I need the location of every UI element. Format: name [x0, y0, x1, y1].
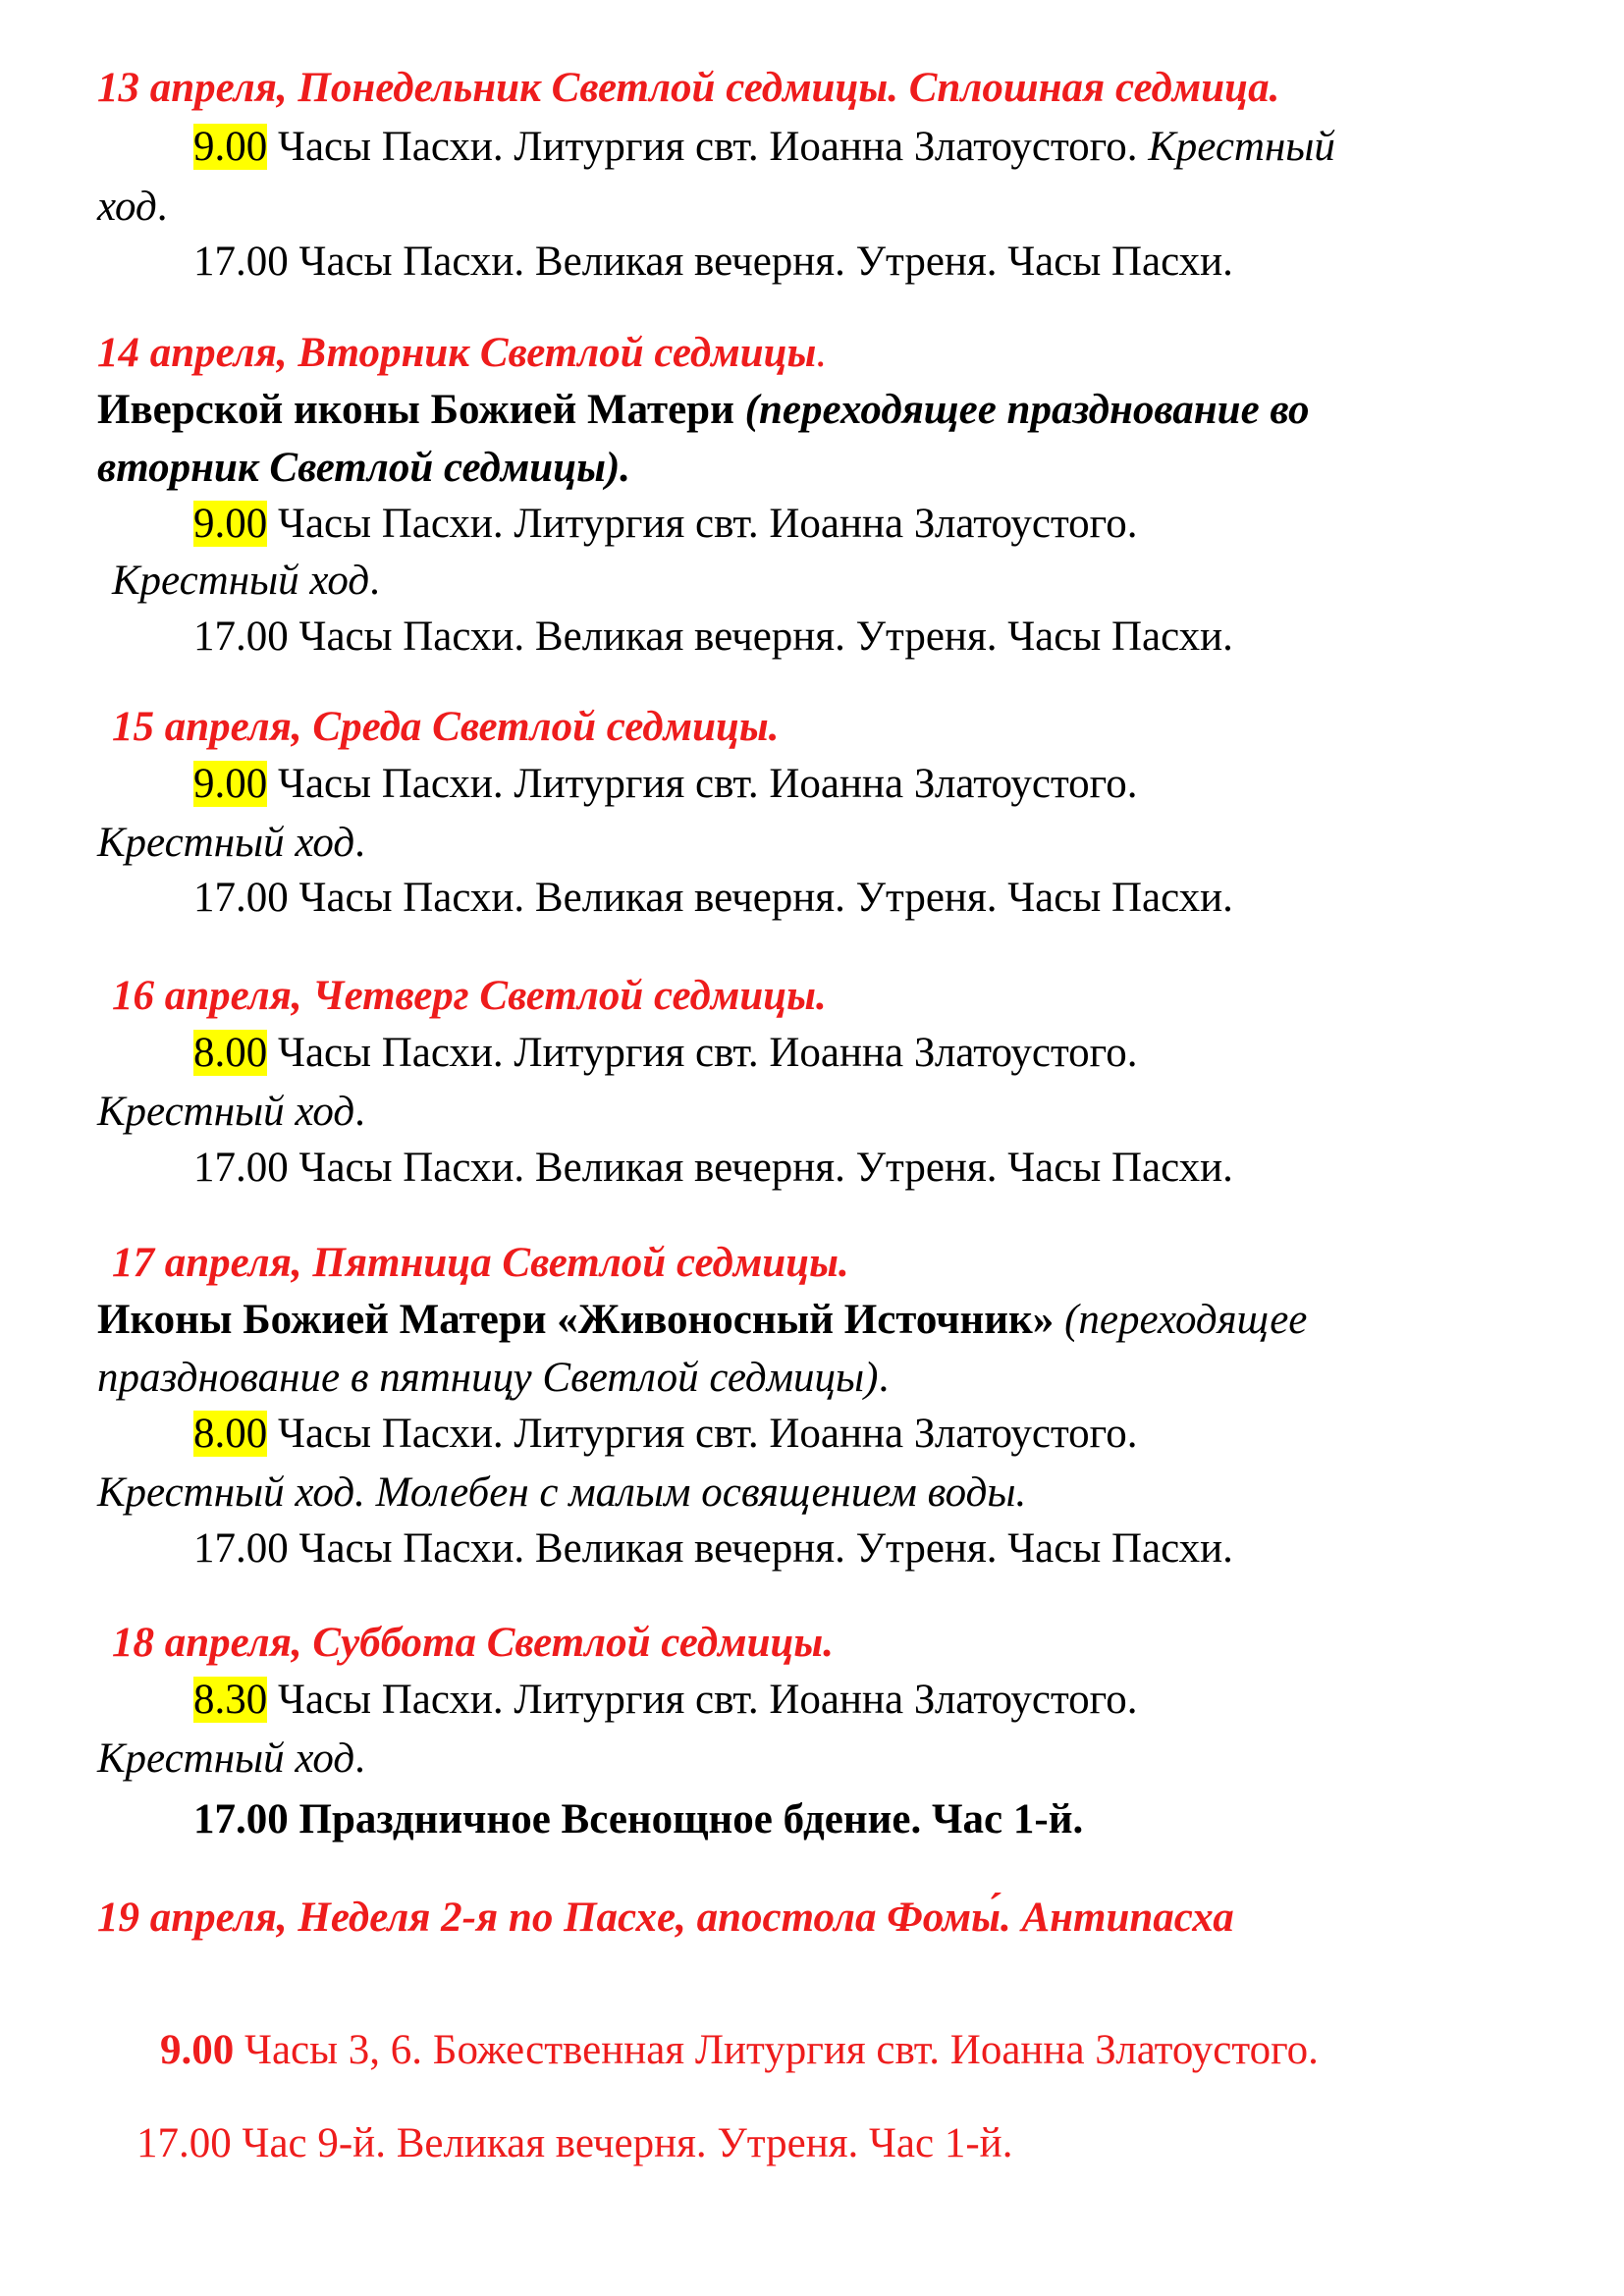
day-15-time-1: 9.00 [193, 761, 268, 807]
day-14-time-2: 17.00 [193, 614, 289, 660]
day-18-service-1 [193, 1679, 1138, 1721]
day-13-time-1: 9.00 [193, 124, 268, 170]
day-13-date: 13 апреля, [97, 65, 288, 111]
day-14-feast [97, 389, 1310, 431]
day-13-service-1-cont [97, 186, 167, 228]
day-18-title: Суббота Светлой седмицы. [312, 1620, 835, 1666]
day-14-service-2 [193, 615, 1233, 658]
day-17-feast-note-2-end: . [878, 1355, 890, 1401]
day-14-header [97, 332, 827, 374]
day-18-cont-rest: . [354, 1735, 365, 1782]
day-15-cont-italic: Крестный ход [97, 820, 355, 866]
day-17-title: Пятница Светлой седмицы. [312, 1240, 849, 1286]
day-16-time-2: 17.00 [193, 1145, 289, 1191]
day-17-time-1: 8.00 [193, 1411, 268, 1457]
day-14-service-1 [193, 503, 1138, 545]
day-17-text-1: Часы Пасхи. Литургия свт. Иоанна Златоустого. [267, 1411, 1138, 1457]
day-14-feast-note-2: вторник Светлой седмицы). [97, 445, 631, 491]
day-16-time-1: 8.00 [193, 1030, 268, 1076]
day-17-service-2 [193, 1527, 1233, 1570]
day-17-feast-cont [97, 1357, 889, 1399]
day-17-feast-note-1: (переходящее [1064, 1297, 1308, 1343]
day-18-service-1-cont [97, 1737, 365, 1780]
day-18-text-2: Праздничное Всенощное бдение. Час 1-й. [288, 1796, 1084, 1842]
day-19-header [97, 1896, 1234, 1939]
day-18-date: 18 апреля, [112, 1620, 302, 1666]
day-16-cont-italic: Крестный ход [97, 1089, 355, 1135]
day-17-feast [97, 1299, 1307, 1341]
day-17-time-2: 17.00 [193, 1525, 289, 1572]
day-17-date: 17 апреля, [112, 1240, 302, 1286]
day-14-text-2: Часы Пасхи. Великая вечерня. Утреня. Часы Пасхи. [288, 614, 1233, 660]
day-15-service-2 [193, 877, 1233, 919]
day-16-text-1: Часы Пасхи. Литургия свт. Иоанна Златоустого. [267, 1030, 1138, 1076]
day-18-time-2: 17.00 [193, 1796, 289, 1842]
day-19-service-1 [160, 2029, 1319, 2071]
day-17-cont-rest: . Молебен с малым освящением воды. [354, 1469, 1027, 1516]
day-17-header [112, 1242, 849, 1284]
day-18-service-2 [193, 1798, 1083, 1841]
day-15-service-1 [193, 763, 1138, 805]
day-13-service-2 [193, 240, 1233, 283]
day-16-cont-rest: . [354, 1089, 365, 1135]
day-15-text-2: Часы Пасхи. Великая вечерня. Утреня. Часы Пасхи. [288, 875, 1233, 921]
day-17-service-1-cont [97, 1471, 1026, 1514]
day-14-cont-italic: Крестный ход [112, 558, 370, 604]
day-17-cont-italic: Крестный ход [97, 1469, 355, 1516]
day-19-date: 19 апреля, [97, 1895, 288, 1941]
day-19-text-2: Час 9-й. Великая вечерня. Утреня. Час 1-й. [231, 2120, 1013, 2166]
day-14-date: 14 апреля, [97, 330, 288, 376]
day-16-header [112, 975, 827, 1017]
day-14-feast-title: Иверской иконы Божией Матери [97, 387, 745, 433]
day-14-cont-rest: . [369, 558, 380, 604]
day-15-cont-rest: . [354, 820, 365, 866]
day-14-feast-cont [97, 447, 630, 489]
day-17-service-1 [193, 1413, 1138, 1455]
day-15-title: Среда Светлой седмицы. [312, 704, 780, 750]
day-17-feast-note-2: празднование в пятницу Светлой седмицы) [97, 1355, 879, 1401]
day-14-title: Вторник Светлой седмицы [298, 330, 817, 376]
day-18-header [112, 1622, 834, 1664]
day-19-service-2 [136, 2122, 1012, 2164]
day-16-text-2: Часы Пасхи. Великая вечерня. Утреня. Часы Пасхи. [288, 1145, 1233, 1191]
day-15-service-1-cont [97, 822, 365, 864]
day-18-text-1: Часы Пасхи. Литургия свт. Иоанна Златоустого. [267, 1677, 1138, 1723]
day-19-title: Неделя 2-я по Пасхе, апостола Фомы́. Антипасха [298, 1895, 1234, 1941]
day-14-service-1-cont [112, 560, 380, 602]
day-14-feast-note-1: (переходящее празднование во [744, 387, 1310, 433]
day-13-cont-rest: . [156, 184, 168, 230]
day-14-title-end: . [816, 330, 828, 376]
day-17-text-2: Часы Пасхи. Великая вечерня. Утреня. Часы Пасхи. [288, 1525, 1233, 1572]
day-16-date: 16 апреля, [112, 973, 302, 1019]
day-17-feast-title: Иконы Божией Матери «Живоносный Источник» [97, 1297, 1065, 1343]
day-13-text-1: Часы Пасхи. Литургия свт. Иоанна Златоустого. [267, 124, 1149, 170]
day-14-time-1: 9.00 [193, 501, 268, 547]
day-15-time-2: 17.00 [193, 875, 289, 921]
day-13-text-2: Часы Пасхи. Великая вечерня. Утреня. Часы Пасхи. [288, 239, 1233, 285]
day-19-time-2: 17.00 [136, 2120, 232, 2166]
day-13-service-1 [193, 126, 1335, 168]
day-16-service-1 [193, 1032, 1138, 1074]
day-16-service-2 [193, 1147, 1233, 1189]
day-19-time-1: 9.00 [160, 2027, 235, 2073]
day-15-header [112, 706, 780, 748]
day-13-cont-italic: ход [97, 184, 157, 230]
day-16-service-1-cont [97, 1091, 365, 1133]
day-19-text-1: Часы 3, 6. Божественная Литургия свт. Иоанна Златоустого. [234, 2027, 1319, 2073]
day-14-text-1: Часы Пасхи. Литургия свт. Иоанна Златоустого. [267, 501, 1138, 547]
day-13-text-1-italic: Крестный [1148, 124, 1335, 170]
day-16-title: Четверг Светлой седмицы. [312, 973, 827, 1019]
day-13-header [97, 67, 1279, 109]
day-18-time-1: 8.30 [193, 1677, 268, 1723]
day-15-date: 15 апреля, [112, 704, 302, 750]
day-13-title: Понедельник Светлой седмицы. Сплошная седмица. [298, 65, 1280, 111]
day-15-text-1: Часы Пасхи. Литургия свт. Иоанна Златоустого. [267, 761, 1138, 807]
day-18-cont-italic: Крестный ход [97, 1735, 355, 1782]
day-13-time-2: 17.00 [193, 239, 289, 285]
